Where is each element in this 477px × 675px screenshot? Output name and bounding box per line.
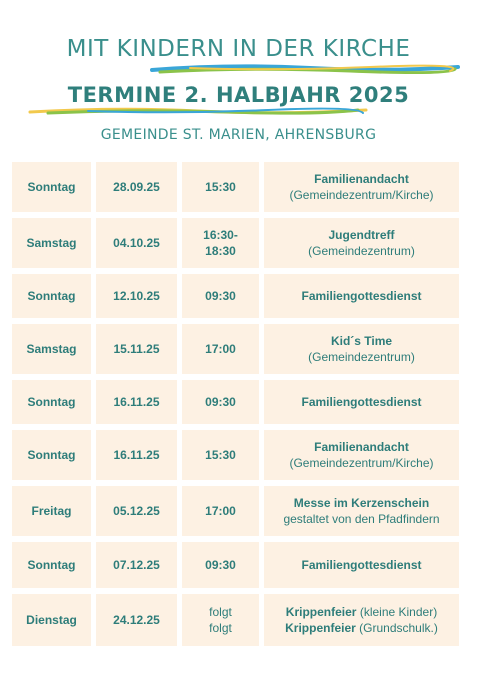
event-detail: (Gemeindezentrum/Kirche) (289, 456, 434, 470)
event-time-line: 17:00 (205, 342, 236, 356)
event-line (314, 171, 409, 187)
event-time (182, 274, 259, 318)
event-line (286, 604, 437, 620)
event-title: Jugendtreff (328, 228, 395, 242)
event-line (308, 243, 415, 259)
event-date: 15.11.25 (96, 324, 177, 374)
event-title: Kid´s Time (330, 334, 393, 348)
event-time (182, 380, 259, 424)
event-line (314, 439, 409, 455)
page-title: MIT KINDERN IN DER KIRCHE (66, 36, 411, 62)
event-description (264, 486, 459, 536)
event-detail: (Gemeindezentrum) (308, 244, 415, 258)
event-line (285, 620, 438, 636)
event-time-line: 18:30 (205, 244, 236, 258)
event-line (283, 511, 439, 527)
event-description (264, 430, 459, 480)
event-day: Sonntag (12, 380, 91, 424)
events-table (12, 162, 464, 652)
event-time-line: 15:30 (205, 448, 236, 462)
event-detail: (kleine Kinder) (356, 605, 438, 619)
event-time-line: 09:30 (205, 558, 236, 572)
event-detail: (Gemeindezentrum/Kirche) (289, 188, 434, 202)
event-time-line: folgt (209, 621, 232, 635)
event-title: Familienandacht (314, 172, 409, 186)
event-time-line: folgt (209, 605, 232, 619)
event-time (182, 542, 259, 588)
event-description (264, 594, 459, 646)
event-line (294, 495, 429, 511)
header (0, 0, 477, 160)
event-line (301, 557, 421, 573)
event-row (12, 542, 464, 588)
brush-stroke-decoration (28, 104, 368, 118)
event-time (182, 324, 259, 374)
event-description (264, 162, 459, 212)
event-time-line: 09:30 (205, 289, 236, 303)
event-title: Familiengottesdienst (301, 558, 422, 572)
event-row (12, 380, 464, 424)
event-day: Freitag (12, 486, 91, 536)
event-title: Messe im Kerzenschein (293, 496, 430, 510)
event-title: Krippenfeier (285, 605, 357, 619)
event-day: Samstag (12, 324, 91, 374)
event-date: 28.09.25 (96, 162, 177, 212)
event-time-line: 16:30- (203, 228, 238, 242)
event-time-line: 17:00 (205, 504, 236, 518)
event-detail: gestaltet von den Pfadfindern (283, 512, 440, 526)
event-row (12, 324, 464, 374)
event-row (12, 218, 464, 268)
brush-stroke-decoration (150, 62, 460, 76)
event-day: Sonntag (12, 542, 91, 588)
event-line (289, 455, 433, 471)
event-line (301, 394, 421, 410)
event-time (182, 218, 259, 268)
event-row (12, 162, 464, 212)
event-date: 07.12.25 (96, 542, 177, 588)
event-row (12, 486, 464, 536)
event-date: 24.12.25 (96, 594, 177, 646)
event-day: Sonntag (12, 162, 91, 212)
event-description (264, 324, 459, 374)
page-subtitle: TERMINE 2. HALBJAHR 2025 (67, 83, 410, 107)
event-time (182, 430, 259, 480)
event-day: Dienstag (12, 594, 91, 646)
event-time (182, 594, 259, 646)
event-day: Sonntag (12, 430, 91, 480)
event-description (264, 380, 459, 424)
event-date: 16.11.25 (96, 380, 177, 424)
event-row (12, 594, 464, 646)
event-description (264, 542, 459, 588)
event-title: Krippenfeier (285, 621, 356, 635)
event-line (289, 187, 433, 203)
event-title: Familiengottesdienst (301, 289, 422, 303)
event-time (182, 162, 259, 212)
event-day: Samstag (12, 218, 91, 268)
event-description (264, 274, 459, 318)
event-date: 05.12.25 (96, 486, 177, 536)
event-title: Familiengottesdienst (301, 395, 422, 409)
event-row (12, 274, 464, 318)
event-line (308, 349, 415, 365)
event-time-line: 15:30 (205, 180, 236, 194)
event-detail: (Grundschulk.) (355, 621, 438, 635)
event-detail: (Gemeindezentrum) (308, 350, 415, 364)
event-line (301, 288, 421, 304)
event-title: Familienandacht (314, 440, 409, 454)
event-day: Sonntag (12, 274, 91, 318)
event-date: 12.10.25 (96, 274, 177, 318)
event-line (331, 333, 392, 349)
event-time-line: 09:30 (205, 395, 236, 409)
event-date: 04.10.25 (96, 218, 177, 268)
event-date: 16.11.25 (96, 430, 177, 480)
event-description (264, 218, 459, 268)
event-row (12, 430, 464, 480)
event-line (329, 227, 395, 243)
community-name: GEMEINDE ST. MARIEN, AHRENSBURG (100, 127, 377, 143)
event-time (182, 486, 259, 536)
